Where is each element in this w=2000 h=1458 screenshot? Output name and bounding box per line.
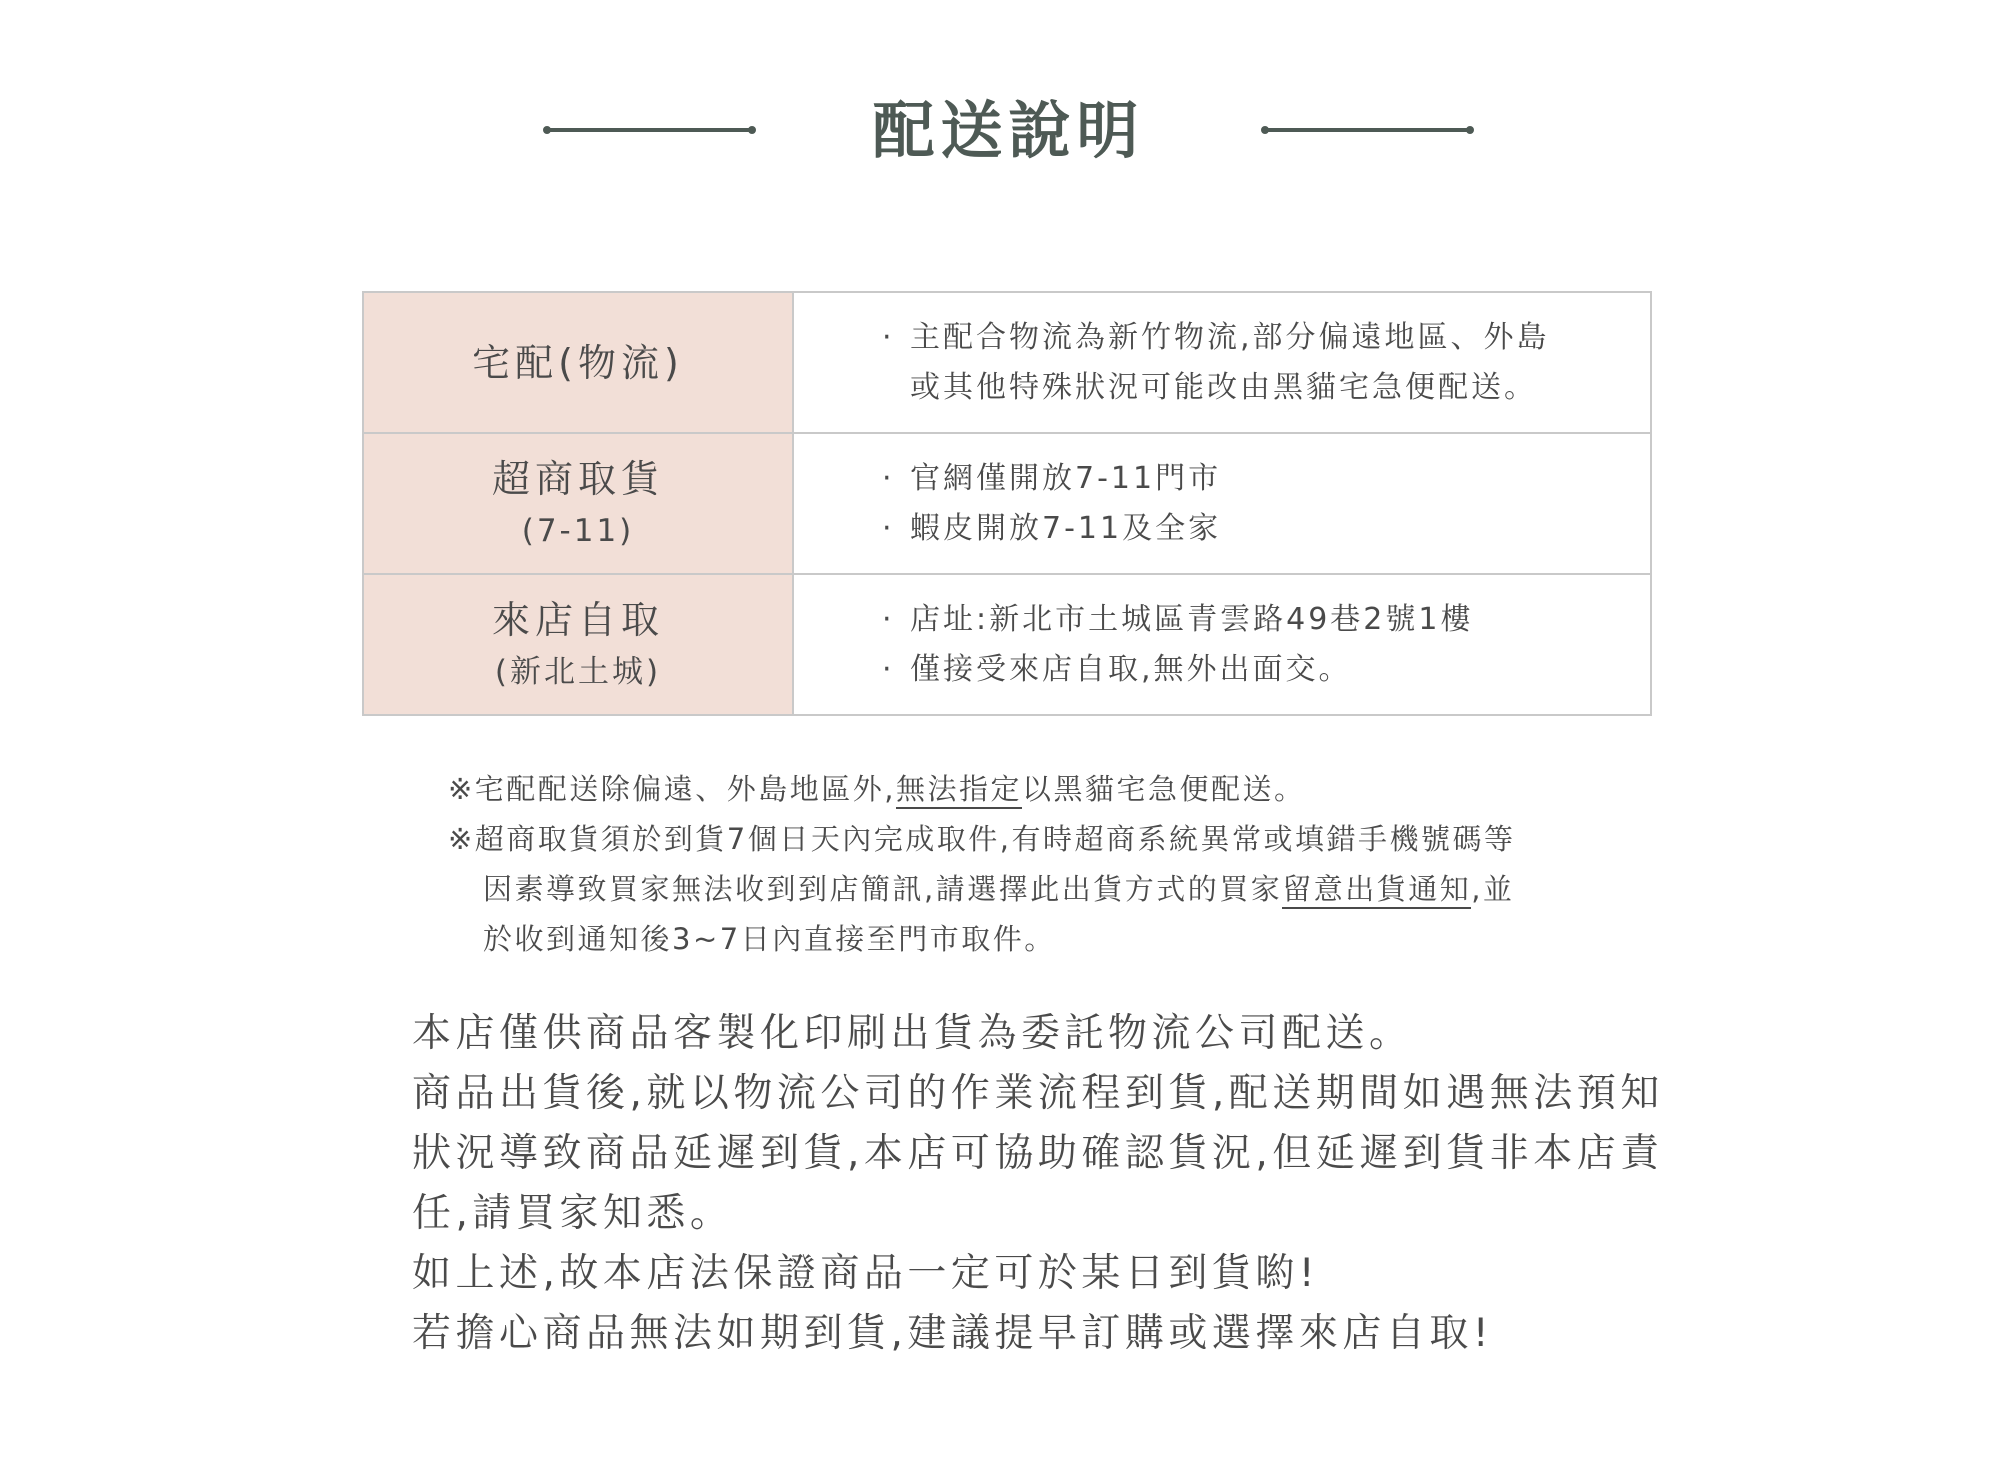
note-store-pickup-cont: 於收到通知後3~7日內直接至門市取件。 [483,922,1056,956]
paragraph-line: 若擔心商品無法如期到貨,建議提早訂購或選擇來店自取! [412,1311,1494,1356]
method-name: 宅配(物流) [472,340,684,385]
paragraph-line: 如上述,故本店法保證商品一定可於某日到貨喲! [412,1251,1320,1296]
page-title: 配送說明 [872,94,1145,167]
bullet-dot: · [882,510,895,546]
underlined-text: 留意出貨通知 [1282,872,1471,909]
shipping-disclaimer [412,1004,1662,1364]
paragraph-line: 商品出貨後,就以物流公司的作業流程到貨,配送期間如遇無法預知 [412,1071,1664,1116]
detail-line: · 蝦皮開放7-11及全家 [886,504,1650,554]
bullet-dot: · [882,601,895,637]
title-divider-left [547,128,752,132]
title-divider-right [1265,128,1470,132]
detail-cell [793,433,1651,574]
detail-cell [793,574,1651,715]
method-subtitle: (7-11) [521,512,635,549]
note-store-pickup-cont: 因素導致買家無法收到到店簡訊,請選擇此出貨方式的買家留意出貨通知,並 [448,864,1648,914]
paragraph-line: 任,請買家知悉。 [412,1191,734,1236]
detail-line: · 僅接受來店自取,無外出面交。 [886,645,1650,695]
detail-line: · 店址:新北市土城區青雲路49巷2號1樓 [886,595,1650,645]
detail-line: · 主配合物流為新竹物流,部分偏遠地區、外島 [886,313,1650,363]
shipping-methods-table [362,291,1652,716]
table-row [363,574,1651,715]
paragraph-line: 本店僅供商品客製化印刷出貨為委託物流公司配送。 [412,1011,1413,1056]
note-home-delivery: ※宅配配送除偏遠、外島地區外,無法指定以黑貓宅急便配送。 [448,764,1648,814]
method-cell [363,433,793,574]
underlined-text: 無法指定 [896,772,1022,809]
shipping-notes [448,764,1648,964]
bullet-dot: · [882,651,895,687]
method-cell [363,574,793,715]
bullet-dot: · [882,319,895,355]
detail-line: · 官網僅開放7-11門市 [886,454,1650,504]
method-cell [363,292,793,433]
table-row [363,292,1651,433]
title-row [0,88,2000,178]
paragraph-line: 狀況導致商品延遲到貨,本店可協助確認貨況,但延遲到貨非本店責 [412,1131,1664,1176]
table-row [363,433,1651,574]
method-subtitle: (新北土城) [494,653,662,690]
method-name: 來店自取 [491,597,664,642]
note-store-pickup: ※超商取貨須於到貨7個日天內完成取件,有時超商系統異常或填錯手機號碼等 [448,822,1516,856]
method-name: 超商取貨 [491,456,664,501]
detail-line: 或其他特殊狀況可能改由黑貓宅急便配送。 [910,369,1537,405]
bullet-dot: · [882,460,895,496]
detail-cell [793,292,1651,433]
